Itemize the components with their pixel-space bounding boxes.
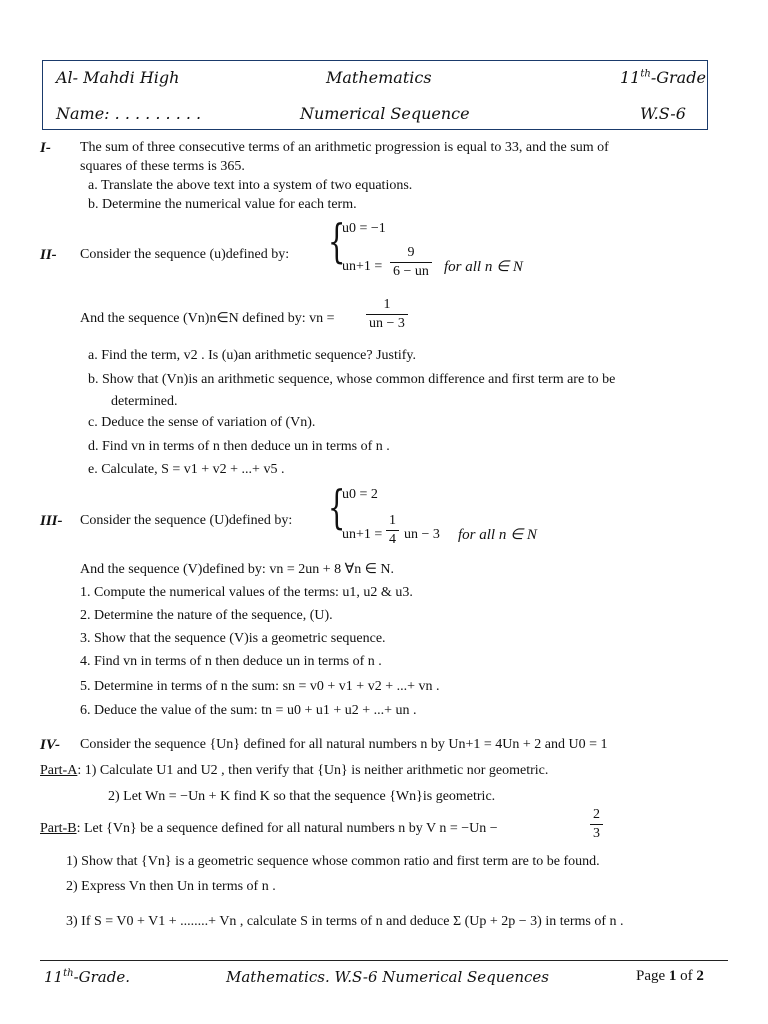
question-item: 3. Show that the sequence (V)is a geometric sequence. [80, 631, 386, 646]
question-item: e. Calculate, S = v1 + v2 + ...+ v5 . [88, 462, 285, 477]
section-text: Consider the sequence (u)defined by: [80, 247, 290, 262]
fraction: $\frac{1}{4}$ [384, 512, 401, 549]
fraction: $\frac{1}{un - 3}$ [364, 296, 410, 333]
question-item: 1) Show that {Vn} is a geometric sequence whose common ratio and first term are to be found. [66, 854, 600, 869]
section-text: The sum of three consecutive terms of an arithmetic progression is equal to 33, and the sum of [80, 140, 609, 155]
footer-divider [40, 960, 728, 961]
question-item: 4. Find vn in terms of n then deduce un in terms of n . [80, 654, 382, 669]
question-item: 2. Determine the nature of the sequence, (U). [80, 608, 333, 623]
grade: 11th-Grade [620, 68, 706, 87]
fraction: $\frac{9}{6 - un}$ [388, 244, 434, 281]
worksheet-number: W.S-6 [640, 104, 686, 123]
section-number: I- [40, 140, 51, 156]
section-text: Consider the sequence (U)defined by: [80, 513, 293, 528]
subject: Mathematics [326, 68, 432, 87]
question-item: 2) Express Vn then Un in terms of n . [66, 879, 276, 894]
brace: { [327, 214, 346, 268]
school-name: Al- Mahdi High [56, 68, 180, 87]
formula: un+1 = [342, 259, 383, 274]
question-item: 3) If S = V0 + V1 + ........+ Vn , calculate S in terms of n and deduce Σ (Up + 2p − 3) in terms of n . [66, 914, 624, 929]
page-indicator: Page 1 of 2 [636, 968, 704, 984]
question-item: b. Show that (Vn)is an arithmetic sequence, whose common difference and first term are to be [88, 372, 616, 387]
footer-title: Mathematics. W.S-6 Numerical Sequences [226, 968, 549, 986]
formula: un+1 = [342, 527, 383, 542]
formula: for all n ∈ N [444, 259, 523, 275]
part-a-row: Part-A: 1) Calculate U1 and U2 , then verify that {Un} is neither arithmetic nor geometric. [40, 763, 549, 778]
footer-grade: 11th-Grade. [44, 968, 130, 986]
question-item: a. Translate the above text into a system of two equations. [88, 178, 413, 193]
question-item: 1. Compute the numerical values of the terms: u1, u2 & u3. [80, 585, 413, 600]
section-number: III- [40, 513, 63, 529]
question-item: c. Deduce the sense of variation of (Vn). [88, 415, 316, 430]
formula: for all n ∈ N [458, 527, 537, 543]
question-item: 6. Deduce the value of the sum: tn = u0 + u1 + u2 + ...+ un . [80, 703, 417, 718]
formula: u0 = −1 [342, 221, 386, 236]
section-number: II- [40, 247, 57, 263]
part-b-row: Part-B: Let {Vn} be a sequence defined for all natural numbers n by V n = −Un − [40, 821, 498, 836]
question-item: d. Find vn in terms of n then deduce un in terms of n . [88, 439, 390, 454]
question-item: a. Find the term, v2 . Is (u)an arithmetic sequence? Justify. [88, 348, 416, 363]
question-item: determined. [111, 394, 178, 409]
formula: un − 3 [404, 527, 440, 542]
fraction: $\frac{2}{3}$ [588, 806, 605, 843]
section-text: Consider the sequence {Un} defined for all natural numbers n by Un+1 = 4Un + 2 and U0 = 1 [80, 737, 608, 752]
question-item: b. Determine the numerical value for each term. [88, 197, 357, 212]
name-field-label: Name: . . . . . . . . . [56, 104, 202, 123]
question-item: 2) Let Wn = −Un + K find K so that the sequence {Wn}is geometric. [108, 789, 496, 804]
section-text: And the sequence (V)defined by: vn = 2un + 8 ∀n ∈ N. [80, 562, 394, 577]
section-text: And the sequence (Vn)n∈N defined by: vn = [80, 311, 335, 326]
formula: u0 = 2 [342, 487, 378, 502]
question-item: 5. Determine in terms of n the sum: sn = v0 + v1 + v2 + ...+ vn . [80, 679, 440, 694]
section-number: IV- [40, 737, 61, 753]
section-text: squares of these terms is 365. [80, 159, 245, 174]
brace: { [327, 480, 346, 534]
topic: Numerical Sequence [300, 104, 470, 123]
